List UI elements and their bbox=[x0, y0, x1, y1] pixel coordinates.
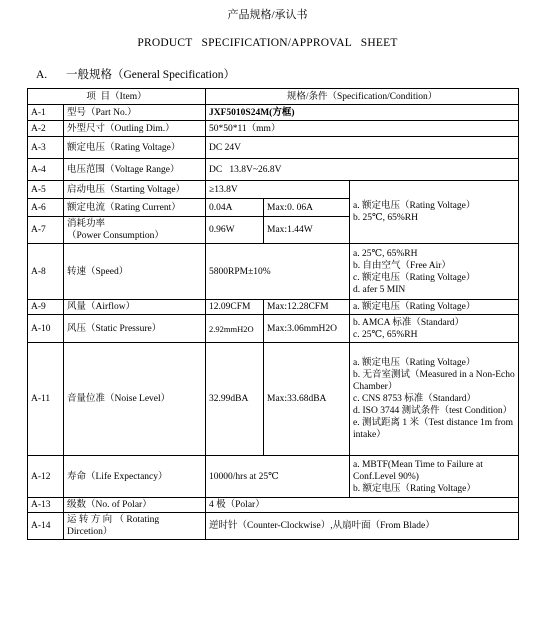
table-row bbox=[28, 244, 519, 300]
power-max: Max:1.44W bbox=[264, 217, 350, 244]
row-number: A-2 bbox=[28, 121, 64, 137]
document-title-cn: 产品规格/承认书 bbox=[227, 9, 308, 21]
life-value: 10000/hrs at 25℃ bbox=[206, 456, 350, 498]
row-item: 电压范围（Voltage Range） bbox=[64, 159, 206, 181]
row-number: A-4 bbox=[28, 159, 64, 181]
section-heading bbox=[36, 66, 235, 82]
condition-cell bbox=[350, 244, 519, 300]
row-item: 风压（Static Pressure） bbox=[64, 315, 206, 343]
row-number: A-7 bbox=[28, 217, 64, 244]
row-item: 转速（Speed） bbox=[64, 244, 206, 300]
pressure-max: Max:3.06mmH2O bbox=[264, 315, 350, 343]
pressure-value: 2.92mmH2O bbox=[206, 315, 264, 343]
airflow-value: 12.09CFM bbox=[206, 300, 264, 315]
condition-line: d. ISO 3744 测试条件（test Condition） bbox=[353, 406, 513, 416]
table-row bbox=[28, 456, 519, 498]
row-item: 级数（No. of Polar） bbox=[64, 498, 206, 513]
row-item: 额定电压（Rating Voltage） bbox=[64, 137, 206, 159]
row-number: A-5 bbox=[28, 181, 64, 199]
row-number: A-13 bbox=[28, 498, 64, 513]
row-item: 音量位准（Noise Level） bbox=[64, 343, 206, 456]
table-row bbox=[28, 315, 519, 343]
condition-line: c. CNS 8753 标准（Standard） bbox=[353, 394, 476, 404]
row-number: A-1 bbox=[28, 105, 64, 121]
condition-cell: a. 额定电压（Rating Voltage） bbox=[350, 300, 519, 315]
rating-voltage-value: DC 24V bbox=[206, 137, 519, 159]
row-item-line: 消耗功率 bbox=[67, 219, 106, 229]
condition-cell bbox=[350, 315, 519, 343]
row-item bbox=[64, 217, 206, 244]
table-header-row bbox=[28, 89, 519, 105]
spec-table bbox=[27, 88, 519, 540]
condition-line: c. 额定电压（Rating Voltage） bbox=[353, 272, 476, 283]
row-item: 启动电压（Starting Voltage） bbox=[64, 181, 206, 199]
noise-value: 32.99dBA bbox=[206, 343, 264, 456]
condition-line: a. 25℃, 65%RH bbox=[353, 248, 418, 259]
condition-line: e. 测试距离 1 米（Test distance 1m from intake） bbox=[353, 418, 514, 440]
row-item bbox=[64, 513, 206, 540]
condition-line: d. afer 5 MIN bbox=[353, 284, 406, 295]
table-row bbox=[28, 181, 519, 199]
table-row bbox=[28, 105, 519, 121]
row-number: A-10 bbox=[28, 315, 64, 343]
dimension-value: 50*50*11（mm） bbox=[206, 121, 519, 137]
condition-line: b. 额定电压（Rating Voltage） bbox=[353, 483, 476, 494]
condition-cell bbox=[350, 456, 519, 498]
polar-value: 4 极（Polar） bbox=[206, 498, 519, 513]
rating-current-max: Max:0. 06A bbox=[264, 199, 350, 217]
table-row bbox=[28, 513, 519, 540]
row-number: A-11 bbox=[28, 343, 64, 456]
rotation-value: 逆时针（Counter-Clockwise）,从扇叶面（From Blade） bbox=[206, 513, 519, 540]
row-item: 风量（Airflow） bbox=[64, 300, 206, 315]
rating-current-value: 0.04A bbox=[206, 199, 264, 217]
voltage-range-value: DC 13.8V~26.8V bbox=[206, 159, 519, 181]
row-item-line: （Power Consumption） bbox=[67, 231, 164, 241]
table-row bbox=[28, 159, 519, 181]
row-item-line: Dircetion） bbox=[67, 527, 113, 537]
condition-line: a. 额定电压（Rating Voltage） bbox=[353, 201, 476, 211]
table-row bbox=[28, 300, 519, 315]
row-number: A-9 bbox=[28, 300, 64, 315]
power-value: 0.96W bbox=[206, 217, 264, 244]
row-item: 外型尺寸（Outling Dim.） bbox=[64, 121, 206, 137]
condition-line: a. MBTF(Mean Time to Failure at Conf.Level 90%) bbox=[353, 459, 483, 482]
row-item: 型号（Part No.） bbox=[64, 105, 206, 121]
row-number: A-6 bbox=[28, 199, 64, 217]
section-number: A. bbox=[36, 69, 48, 81]
condition-line: b. 自由空气（Free Air） bbox=[353, 260, 451, 271]
table-row bbox=[28, 343, 519, 456]
row-number: A-3 bbox=[28, 137, 64, 159]
condition-line: a. 额定电压（Rating Voltage） bbox=[353, 358, 476, 368]
row-item: 寿命（Life Expectancy） bbox=[64, 456, 206, 498]
condition-cell bbox=[350, 181, 519, 244]
table-row bbox=[28, 137, 519, 159]
table-row bbox=[28, 121, 519, 137]
starting-voltage-value: ≥13.8V bbox=[206, 181, 350, 199]
row-number: A-12 bbox=[28, 456, 64, 498]
row-item: 额定电流（Rating Current） bbox=[64, 199, 206, 217]
section-title: 一般规格（General Specification） bbox=[66, 69, 235, 81]
table-row bbox=[28, 498, 519, 513]
condition-line: b. 25℃, 65%RH bbox=[353, 213, 419, 223]
header-item: 项 目（Item） bbox=[28, 89, 206, 105]
document-title-en: PRODUCT SPECIFICATION/APPROVAL SHEET bbox=[137, 37, 398, 49]
condition-cell bbox=[350, 343, 519, 456]
header-spec: 规格/条件（Specification/Condition） bbox=[206, 89, 519, 105]
condition-line: b. 无音室测试（Measured in a Non-Echo Chamber） bbox=[353, 370, 515, 392]
condition-line: b. AMCA 标准（Standard） bbox=[353, 317, 465, 328]
airflow-max: Max:12.28CFM bbox=[264, 300, 350, 315]
speed-value: 5800RPM±10% bbox=[206, 244, 350, 300]
condition-line: c. 25℃, 65%RH bbox=[353, 329, 418, 340]
row-number: A-14 bbox=[28, 513, 64, 540]
part-number-value: JXF5010S24M(方框) bbox=[206, 105, 519, 121]
row-item-line: 运 转 方 向 （ Rotating bbox=[67, 515, 160, 525]
row-number: A-8 bbox=[28, 244, 64, 300]
noise-max: Max:33.68dBA bbox=[264, 343, 350, 456]
